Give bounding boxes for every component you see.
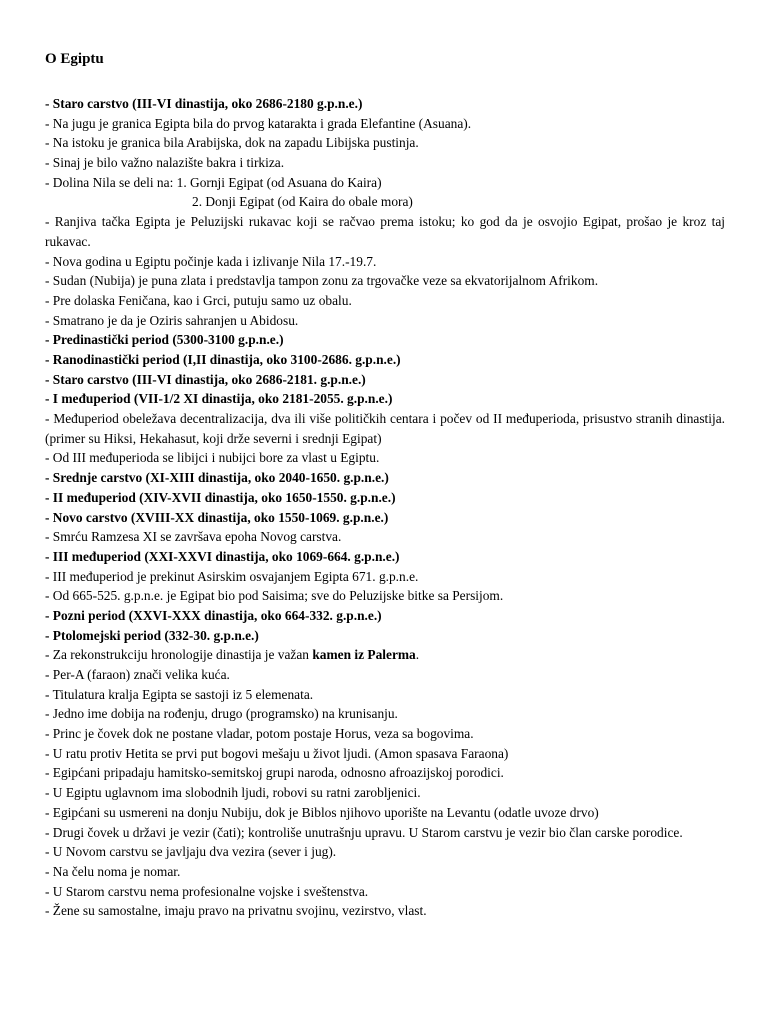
text-line: - U Egiptu uglavnom ima slobodnih ljudi, robovi su ratni zarobljenici. <box>45 785 421 801</box>
text-line: - Sinaj je bilo važno nalazište bakra i tirkiza. <box>45 155 285 171</box>
text-line: - Od III međuperioda se libijci i nubijci bore za vlast u Egiptu. <box>45 450 380 466</box>
section-heading: - Novo carstvo (XVIII-XX dinastija, oko 1550-1069. g.p.n.e.) <box>45 509 389 525</box>
section-heading: - Pozni period (XXVI-XXX dinastija, oko 664-332. g.p.n.e.) <box>45 607 382 623</box>
section-heading: - III međuperiod (XXI-XXVI dinastija, oko 1069-664. g.p.n.e.) <box>45 548 400 564</box>
section-heading: - Staro carstvo (III-VI dinastija, oko 2686-2180 g.p.n.e.) <box>45 96 363 111</box>
text-line: - Nova godina u Egiptu počinje kada i izlivanje Nila 17.-19.7. <box>45 253 377 269</box>
text-line: - Dolina Nila se deli na: 1. Gornji Egipat (od Asuana do Kaira) <box>45 174 382 190</box>
section-heading: - I međuperiod (VII-1/2 XI dinastija, oko 2181-2055. g.p.n.e.) <box>45 391 393 407</box>
text-line: - Drugi čovek u državi je vezir (čati); kontroliše unutrašnju upravu. U Starom carstvu je vezir bio član carske porodice. <box>45 824 683 840</box>
text-line: - U ratu protiv Hetita se prvi put bogovi mešaju u život ljudi. (Amon spasava Faraona) <box>45 745 509 761</box>
text-line: - Na jugu je granica Egipta bila do prvog katarakta i grada Elefantine (Asuana). <box>45 115 472 131</box>
section-heading: - Predinastički period (5300-3100 g.p.n.e.) <box>45 332 284 348</box>
text-line: - Na čelu noma je nomar. <box>45 863 181 879</box>
section-heading: - Ptolomejski period (332-30. g.p.n.e.) <box>45 627 259 643</box>
text-line: - Sudan (Nubija) je puna zlata i predstavlja tampon zonu za trgovačke veze sa ekvatorijalnom Afrikom. <box>45 273 599 289</box>
text-line: - U Novom carstvu se javljaju dva vezira (sever i jug). <box>45 844 337 860</box>
text-line: - Smrću Ramzesa XI se završava epoha Novog carstva. <box>45 529 342 545</box>
text-line: - Od 665-525. g.p.n.e. je Egipat bio pod Saisima; sve do Peluzijske bitke sa Persijom. <box>45 588 504 604</box>
page-title: O Egiptu <box>45 51 104 67</box>
text-line: - III međuperiod je prekinut Asirskim osvajanjem Egipta 671. g.p.n.e. <box>45 568 419 584</box>
text-line <box>45 645 725 665</box>
text-segment: . <box>415 647 420 663</box>
section-heading: - Srednje carstvo (XI-XIII dinastija, oko 2040-1650. g.p.n.e.) <box>45 470 389 486</box>
section-heading: - II međuperiod (XIV-XVII dinastija, oko 1650-1550. g.p.n.e.) <box>45 489 396 505</box>
text-line: - Egipćani su usmereni na donju Nubiju, dok je Biblos njihovo uporište na Levantu (odatle uvoze drvo) <box>45 804 599 820</box>
text-line: - Egipćani pripadaju hamitsko-semitskoj grupi naroda, odnosno afroazijskoj porodici. <box>45 765 504 781</box>
text-line: - Princ je čovek dok ne postane vladar, potom postaje Horus, veza sa bogovima. <box>45 726 474 742</box>
text-line: - Na istoku je granica bila Arabijska, dok na zapadu Libijska pustinja. <box>45 135 419 151</box>
text-line: - Međuperiod obeležava decentralizacija, dva ili više političkih centara i počev od II međuperioda, prisustvo stranih dinastija. (primer su Hiksi, Hekahasut, koji drže severni i srednji Egipat) <box>45 411 725 446</box>
text-line: - Ranjiva tačka Egipta je Peluzijski rukavac koji se račvao prema istoku; ko god da je osvojio Egipat, prošao je kroz taj rukavac. <box>45 214 725 249</box>
text-line: - Pre dolaska Feničana, kao i Grci, putuju samo uz obalu. <box>45 292 352 308</box>
text-line: - Per-A (faraon) znači velika kuća. <box>45 667 230 682</box>
section-heading: - Staro carstvo (III-VI dinastija, oko 2686-2181. g.p.n.e.) <box>45 371 366 387</box>
text-line-indented: 2. Donji Egipat (od Kaira do obale mora) <box>192 194 413 210</box>
bold-term: kamen iz Palerma <box>312 647 416 663</box>
text-line: - U Starom carstvu nema profesionalne vojske i sveštenstva. <box>45 883 369 899</box>
section-heading: - Ranodinastički period (I,II dinastija, oko 3100-2686. g.p.n.e.) <box>45 351 401 367</box>
text-segment: - Za rekonstrukciju hronologije dinastija je važan <box>45 647 313 663</box>
text-line: - Jedno ime dobija na rođenju, drugo (programsko) na krunisanju. <box>45 706 398 722</box>
text-line: - Titulatura kralja Egipta se sastoji iz 5 elemenata. <box>45 686 314 702</box>
text-line: - Smatrano je da je Oziris sahranjen u Abidosu. <box>45 312 299 328</box>
document-body <box>45 94 725 921</box>
text-line: - Žene su samostalne, imaju pravo na privatnu svojinu, vezirstvo, vlast. <box>45 903 427 919</box>
